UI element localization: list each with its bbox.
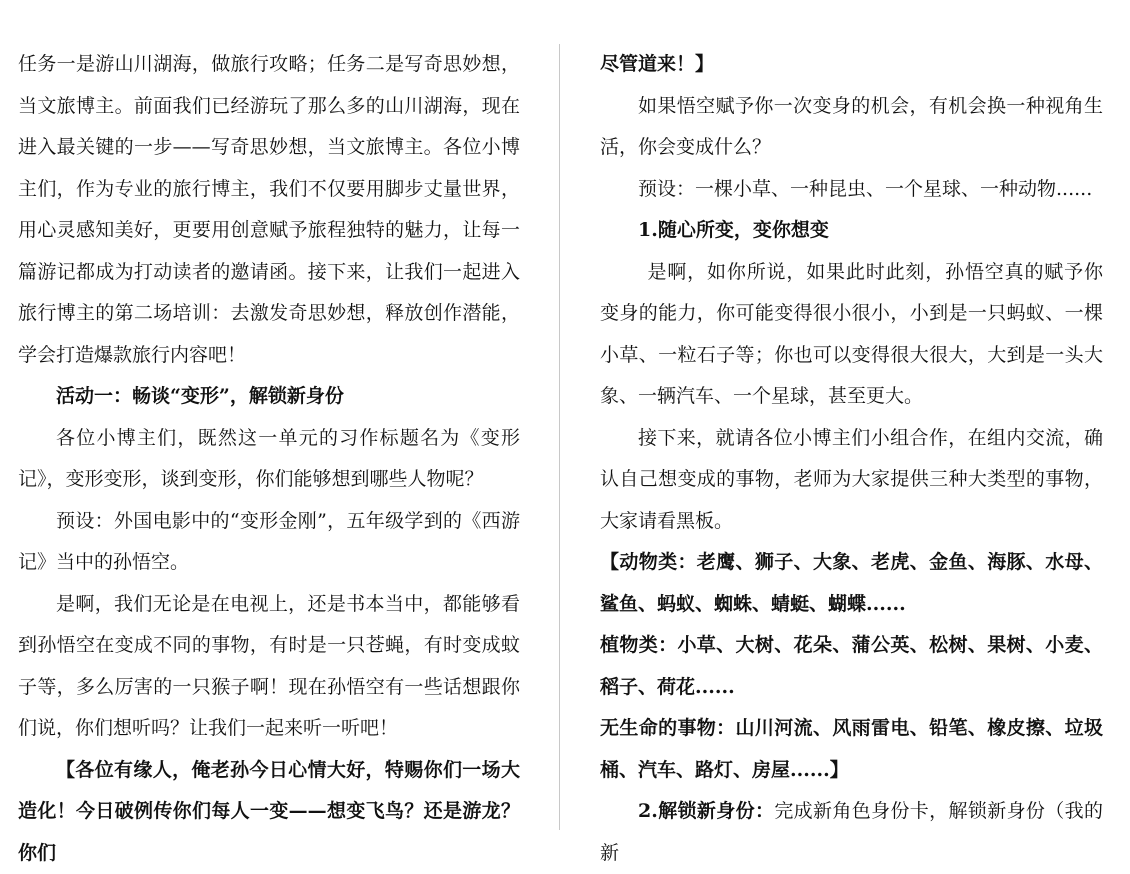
paragraph-small-and-big: 是啊，如你所说，如果此时此刻，孙悟空真的赋予你变身的能力，你可能变得很小很小，小到是一只蚂蚁、一棵小草、一粒石子等；你也可以变得很大很大，大到是一头大象、一辆汽车、一个星球，甚至更大。 — [600, 260, 1103, 407]
section-two-label: 2.解锁新身份： — [638, 800, 775, 822]
activity-one-heading: 活动一：畅谈“变形”，解锁新身份 — [56, 385, 344, 407]
category-animals: 【动物类：老鹰、狮子、大象、老虎、金鱼、海豚、水母、鲨鱼、蚂蚁、蜘蛛、蜻蜓、蝴蝶...... — [600, 551, 1103, 615]
category-nonliving: 无生命的事物：山川河流、风雨雷电、铅笔、橡皮擦、垃圾桶、汽车、路灯、房屋......】 — [600, 717, 1103, 781]
intro-paragraph: 任务一是游山川湖海，做旅行攻略；任务二是写奇思妙想，当文旅博主。前面我们已经游玩了那么多的山川湖海，现在进入最关键的一步——写奇思妙想，当文旅博主。各位小博主们，作为专业的旅行博主，我们不仅要用脚步丈量世界，用心灵感知美好，更要用创意赋予旅程独特的魅力，让每一篇游记都成为打动读者的邀请函。接下来，让我们一起进入旅行博主的第二场培训：去激发奇思妙想，释放创作潜能，学会打造爆款旅行内容吧！ — [18, 53, 520, 366]
right-column — [600, 44, 1103, 874]
paragraph-preset-answer: 预设：外国电影中的“变形金刚”，五年级学到的《西游记》当中的孙悟空。 — [18, 509, 520, 573]
paragraph-transform-question: 如果悟空赋予你一次变身的机会，有机会换一种视角生活，你会变成什么？ — [600, 94, 1103, 158]
left-column — [18, 44, 520, 874]
section-one-heading: 1.随心所变，变你想变 — [638, 219, 829, 241]
section-two-paragraph — [600, 791, 1103, 874]
wukong-quote-start: 【各位有缘人，俺老孙今日心情大好，特赐你们一场大造化！今日破例传你们每人一变——想变飞鸟？还是游龙？你们 — [18, 758, 520, 864]
paragraph-sun-wukong: 是啊，我们无论是在电视上，还是书本当中，都能够看到孙悟空在变成不同的事物，有时是一只苍蝇，有时变成蚊子等，多么厉害的一只猴子啊！现在孙悟空有一些话想跟你们说，你们想听吗？让我们一起来听一听吧！ — [18, 592, 520, 739]
wukong-quote-end: 尽管道来！】 — [600, 53, 715, 75]
paragraph-group-work: 接下来，就请各位小博主们小组合作，在组内交流，确认自己想变成的事物，老师为大家提供三种大类型的事物，大家请看黑板。 — [600, 426, 1103, 532]
paragraph-preset-examples: 预设：一棵小草、一种昆虫、一个星球、一种动物...... — [638, 177, 1093, 200]
paragraph-transform-title: 各位小博主们，既然这一单元的习作标题名为《变形记》，变形变形，谈到变形，你们能够想到哪些人物呢？ — [18, 426, 520, 490]
column-divider — [559, 44, 560, 830]
category-plants: 植物类：小草、大树、花朵、蒲公英、松树、果树、小麦、稻子、荷花...... — [600, 634, 1103, 698]
section-two-text: 完成新角色身份卡，解锁新身份（我的新 — [600, 800, 1103, 864]
